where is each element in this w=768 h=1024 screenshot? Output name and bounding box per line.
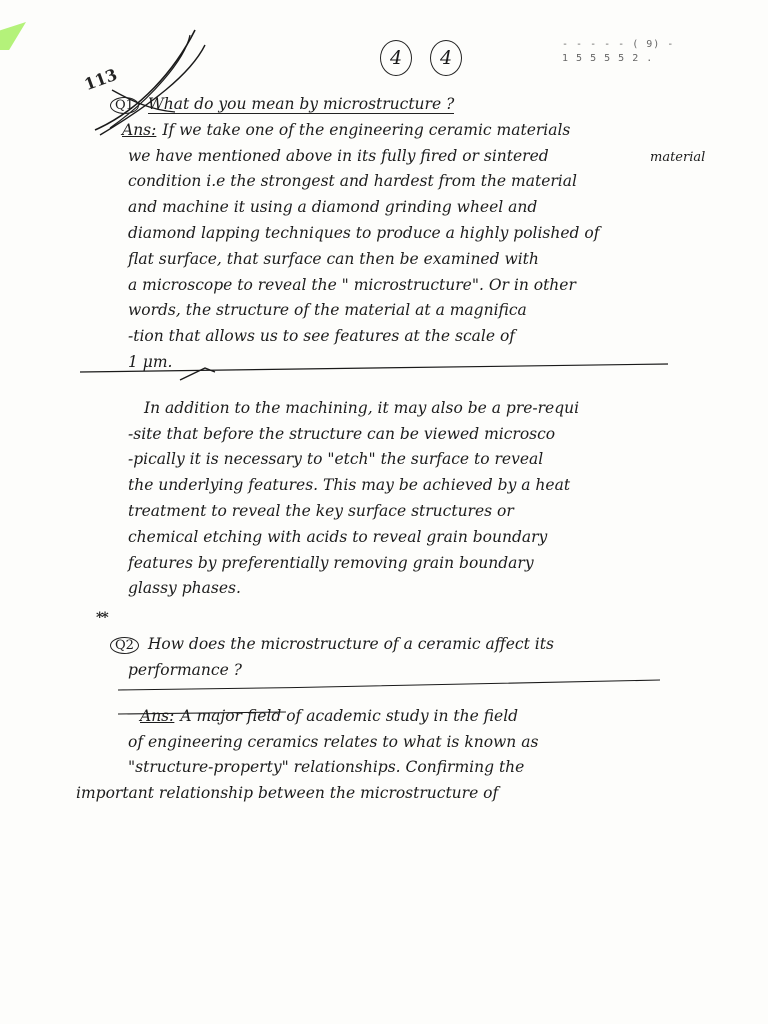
q2-question-text-1: How does the microstructure of a ceramic affect its <box>147 635 554 654</box>
q2-question-line-2: performance ? <box>128 660 242 679</box>
q1-answer-line-7: a microscope to reveal the " microstructure". Or in other <box>128 275 576 294</box>
inserted-word: material <box>650 150 706 165</box>
q2-stars <box>80 602 680 632</box>
q1-para2-line-5: treatment to reveal the key surface structures or <box>128 501 514 520</box>
q2-number: Q2 <box>110 637 139 654</box>
margin-note: 113 <box>81 64 120 95</box>
q1-answer-line-4: and machine it using a diamond grinding wheel and <box>128 198 538 217</box>
q2-question-line-1 <box>80 632 680 658</box>
reference-line-1: - - - - - ( 9) - <box>562 39 675 50</box>
q1-answer-line-10: 1 μm. <box>128 352 173 371</box>
page-number-mark-2: 4 <box>430 40 462 76</box>
q1-answer-label: Ans: <box>122 120 157 139</box>
q1-answer-line-2: we have mentioned above in its fully fired or sintered <box>128 146 549 165</box>
q1-answer-line-8: words, the structure of the material at a magnifica <box>128 301 527 320</box>
q1-answer-text-1: If we take one of the engineering ceramic materials <box>162 120 571 139</box>
page-number-marks <box>380 40 462 76</box>
q1-answer-line-5: diamond lapping techniques to produce a highly polished of <box>128 223 600 242</box>
q2-answer-label: Ans: <box>140 706 175 725</box>
q2-answer-line-3: "structure-property" relationships. Confirming the <box>128 758 525 777</box>
q1-para2-line-3: -pically it is necessary to "etch" the surface to reveal <box>128 450 544 469</box>
q1-question-text: What do you mean by microstructure ? <box>147 95 455 113</box>
q1-para2-line-1: In addition to the machining, it may also be a pre-requi <box>144 398 580 417</box>
q1-answer-line-1 <box>80 118 680 144</box>
reference-code <box>562 38 682 66</box>
q2-answer-text-1: A major field of academic study in the field <box>180 706 519 725</box>
q1-answer-line-6: flat surface, that surface can then be examined with <box>128 249 539 268</box>
q2-answer-line-1 <box>80 704 680 730</box>
q1-number: Q1 <box>110 97 139 114</box>
q2-star-mark: ** <box>96 610 107 627</box>
highlighter-mark <box>0 22 26 50</box>
page-number-mark-1: 4 <box>380 40 412 76</box>
q1-answer-line-3: condition i.e the strongest and hardest from the material <box>128 172 577 191</box>
q1-answer-line-9: -tion that allows us to see features at the scale of <box>128 327 516 346</box>
q1-para2-line-4: the underlying features. This may be achieved by a heat <box>128 476 571 495</box>
handwritten-answer-sheet <box>76 92 680 807</box>
q1-question <box>80 92 680 118</box>
q1-para2-line-7: features by preferentially removing grain boundary <box>128 553 534 572</box>
q1-para2-line-2: -site that before the structure can be viewed microsco <box>128 424 556 443</box>
q1-para2-line-8: glassy phases. <box>128 579 241 598</box>
reference-line-2: 1 5 5 5 5 2 . <box>562 53 654 64</box>
q2-answer-line-2: of engineering ceramics relates to what is known as <box>128 732 539 751</box>
q2-answer-line-4: important relationship between the microstructure of <box>76 784 499 803</box>
q1-para2-line-6: chemical etching with acids to reveal grain boundary <box>128 527 548 546</box>
